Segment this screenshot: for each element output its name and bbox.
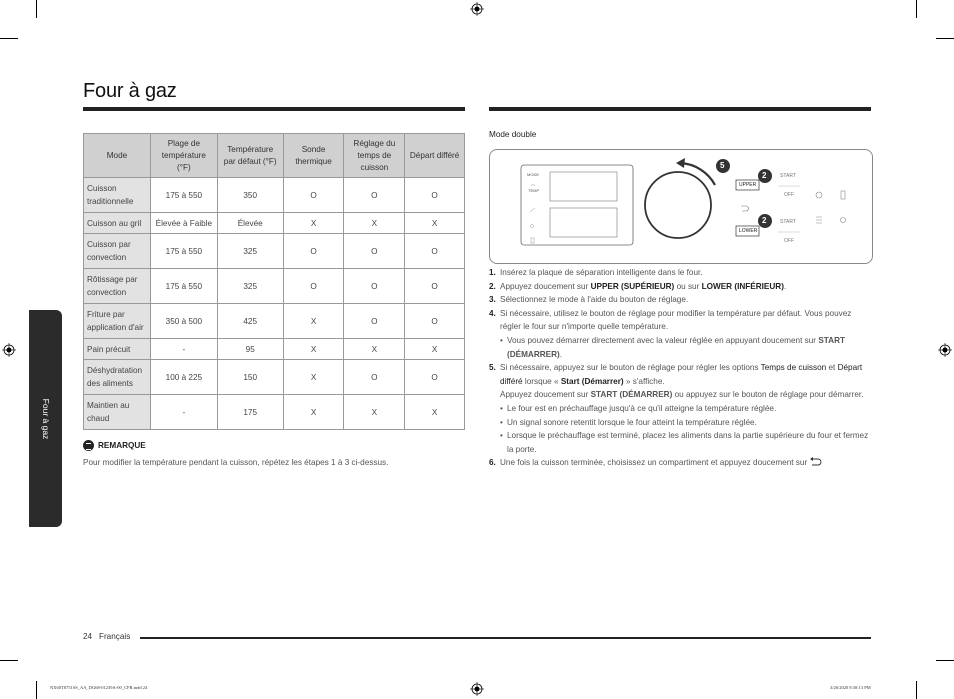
table-row	[84, 395, 465, 430]
footer-language: Français	[98, 632, 131, 641]
table-row	[84, 339, 465, 360]
print-slug: NX60T8751SS_AA_DG68-01239A-00_CFR.indd 24	[50, 685, 148, 690]
crop-mark	[916, 0, 917, 18]
table-header: Température par défaut (°F)	[217, 134, 283, 178]
table-cell: O	[344, 234, 405, 269]
note-icon	[83, 440, 94, 451]
crop-mark	[0, 660, 18, 661]
panel-lower-label: LOWER	[739, 228, 758, 234]
control-panel-illustration	[489, 149, 873, 264]
side-tab-label: Four à gaz	[40, 398, 51, 439]
table-cell: O	[405, 234, 465, 269]
table-row	[84, 234, 465, 269]
print-slug: 3/26/2020 8:38:13 PM	[830, 685, 871, 690]
crop-mark	[36, 681, 37, 699]
instruction-steps	[489, 266, 874, 470]
table-cell: O	[283, 234, 344, 269]
table-cell: X	[405, 339, 465, 360]
step-number: 1.	[489, 268, 496, 277]
table-cell: 95	[217, 339, 283, 360]
table-cell: X	[405, 213, 465, 234]
table-cell: O	[405, 178, 465, 213]
list-item	[489, 456, 874, 470]
mode-table	[83, 133, 465, 430]
table-cell: 175	[217, 395, 283, 430]
bullet: •	[500, 431, 503, 441]
table-header-row	[84, 134, 465, 178]
panel-upper-label: UPPER	[739, 182, 757, 188]
bullet: •	[500, 335, 503, 345]
step-text: Sélectionnez le mode à l'aide du bouton de réglage.	[500, 295, 689, 305]
table-cell: 350 à 500	[150, 304, 217, 339]
title-rule	[83, 107, 465, 111]
table-header: Sonde thermique	[283, 134, 344, 178]
table-cell: Élevée à Faible	[150, 213, 217, 234]
table-cell: 325	[217, 234, 283, 269]
step-text: Le four est en préchauffage jusqu'à ce qu'il atteigne la température réglée.	[507, 403, 777, 413]
table-row	[84, 178, 465, 213]
table-cell: O	[344, 360, 405, 395]
note-heading	[83, 440, 146, 451]
table-cell: 175 à 550	[150, 178, 217, 213]
step-number: 2.	[489, 281, 496, 291]
table-cell: -	[150, 339, 217, 360]
table-row	[84, 213, 465, 234]
back-arrow-icon	[809, 457, 822, 466]
table-cell: Friture par application d'air	[84, 304, 151, 339]
crop-mark	[936, 660, 954, 661]
registration-mark-icon	[470, 2, 484, 16]
section-label: Mode double	[489, 130, 537, 139]
step-text: Vous pouvez démarrer directement avec la valeur réglée en appuyant doucement sur START (DÉMARRER).	[507, 335, 845, 359]
table-row	[84, 360, 465, 395]
step-number: 6.	[489, 458, 496, 468]
panel-start-label: START	[780, 219, 796, 225]
step-text: Si nécessaire, utilisez le bouton de réglage pour modifier la température par défaut. Vous pouvez régler le four sur n'importe quelle température.	[500, 308, 852, 332]
registration-mark-icon	[2, 343, 16, 357]
table-row	[84, 304, 465, 339]
table-row	[84, 269, 465, 304]
table-cell: X	[405, 395, 465, 430]
table-cell: X	[283, 395, 344, 430]
step-text: Une fois la cuisson terminée, choisissez un compartiment et appuyez doucement sur	[500, 456, 822, 470]
table-cell: 175 à 550	[150, 269, 217, 304]
table-cell: Rôtissage par convection	[84, 269, 151, 304]
table-cell: Élevée	[217, 213, 283, 234]
table-cell: X	[283, 339, 344, 360]
crop-mark	[916, 681, 917, 699]
step-number: 5.	[489, 363, 496, 373]
panel-mode-label: MODE	[527, 172, 539, 177]
list-item	[489, 293, 874, 307]
registration-mark-icon	[938, 343, 952, 357]
panel-temp-label: TEMP	[528, 188, 540, 193]
list-item	[489, 429, 874, 456]
table-cell: Cuisson par convection	[84, 234, 151, 269]
step-text: Lorsque le préchauffage est terminé, placez les aliments dans la partie supérieure du four et fermez la porte.	[507, 431, 869, 454]
table-cell: X	[344, 339, 405, 360]
side-section-tab	[29, 310, 62, 527]
list-item	[489, 402, 874, 416]
list-item	[489, 334, 874, 361]
table-cell: Cuisson traditionnelle	[84, 178, 151, 213]
table-header: Plage de température (°F)	[150, 134, 217, 178]
panel-off-label: OFF	[784, 192, 794, 198]
table-cell: O	[283, 178, 344, 213]
step-text: Appuyez doucement sur UPPER (SUPÉRIEUR) ou sur LOWER (INFÉRIEUR).	[500, 281, 787, 291]
panel-start-label: START	[780, 173, 796, 179]
table-cell: X	[344, 213, 405, 234]
step-text: Appuyez doucement sur START (DÉMARRER) ou appuyez sur le bouton de réglage pour démarrer.	[500, 390, 864, 400]
table-cell: -	[150, 395, 217, 430]
table-cell: 150	[217, 360, 283, 395]
panel-off-label: OFF	[784, 238, 794, 244]
table-cell: Pain précuit	[84, 339, 151, 360]
callout-number: 5	[720, 161, 725, 170]
table-header: Mode	[84, 134, 151, 178]
registration-mark-icon	[470, 682, 484, 696]
footer-rule	[140, 637, 871, 639]
bullet: •	[500, 403, 503, 413]
step-number: 3.	[489, 295, 496, 305]
callout-number: 2	[762, 171, 767, 180]
title-rule	[489, 107, 871, 111]
table-cell: O	[283, 269, 344, 304]
table-cell: 425	[217, 304, 283, 339]
table-cell: X	[283, 213, 344, 234]
step-text: Si nécessaire, appuyez sur le bouton de réglage pour régler les options Temps de cuisson et Départ différé lorsque « Start (Démarrer) » s'affiche.	[500, 363, 863, 386]
table-cell: O	[405, 360, 465, 395]
table-cell: O	[344, 304, 405, 339]
table-cell: O	[405, 269, 465, 304]
crop-mark	[936, 38, 954, 39]
page-title: Four à gaz	[83, 80, 177, 102]
table-header: Réglage du temps de cuisson	[344, 134, 405, 178]
table-cell: X	[283, 304, 344, 339]
crop-mark	[0, 38, 18, 39]
note-heading-label: REMARQUE	[98, 441, 146, 450]
table-cell: O	[405, 304, 465, 339]
list-item	[489, 307, 874, 334]
crop-mark	[36, 0, 37, 18]
list-item	[489, 266, 874, 280]
note-text: Pour modifier la température pendant la cuisson, répétez les étapes 1 à 3 ci-dessus.	[83, 458, 389, 467]
step-text: Un signal sonore retentit lorsque le four atteint la température réglée.	[507, 417, 757, 427]
control-panel-drawing	[490, 150, 872, 263]
table-cell: O	[344, 178, 405, 213]
step-text: Insérez la plaque de séparation intelligente dans le four.	[500, 268, 703, 277]
table-cell: X	[344, 395, 405, 430]
table-cell: Cuisson au gril	[84, 213, 151, 234]
table-cell: 100 à 225	[150, 360, 217, 395]
table-header: Départ différé	[405, 134, 465, 178]
list-item	[489, 416, 874, 430]
callout-number: 2	[762, 216, 767, 225]
table-cell: 175 à 550	[150, 234, 217, 269]
table-cell: 325	[217, 269, 283, 304]
page-number: 24	[83, 632, 93, 641]
table-cell: X	[283, 360, 344, 395]
table-cell: O	[344, 269, 405, 304]
list-item	[489, 280, 874, 294]
table-cell: Maintien au chaud	[84, 395, 151, 430]
list-item	[489, 361, 874, 388]
table-cell: Déshydratation des aliments	[84, 360, 151, 395]
page-footer	[83, 632, 130, 641]
step-number: 4.	[489, 308, 496, 318]
bullet: •	[500, 417, 503, 427]
table-cell: 350	[217, 178, 283, 213]
